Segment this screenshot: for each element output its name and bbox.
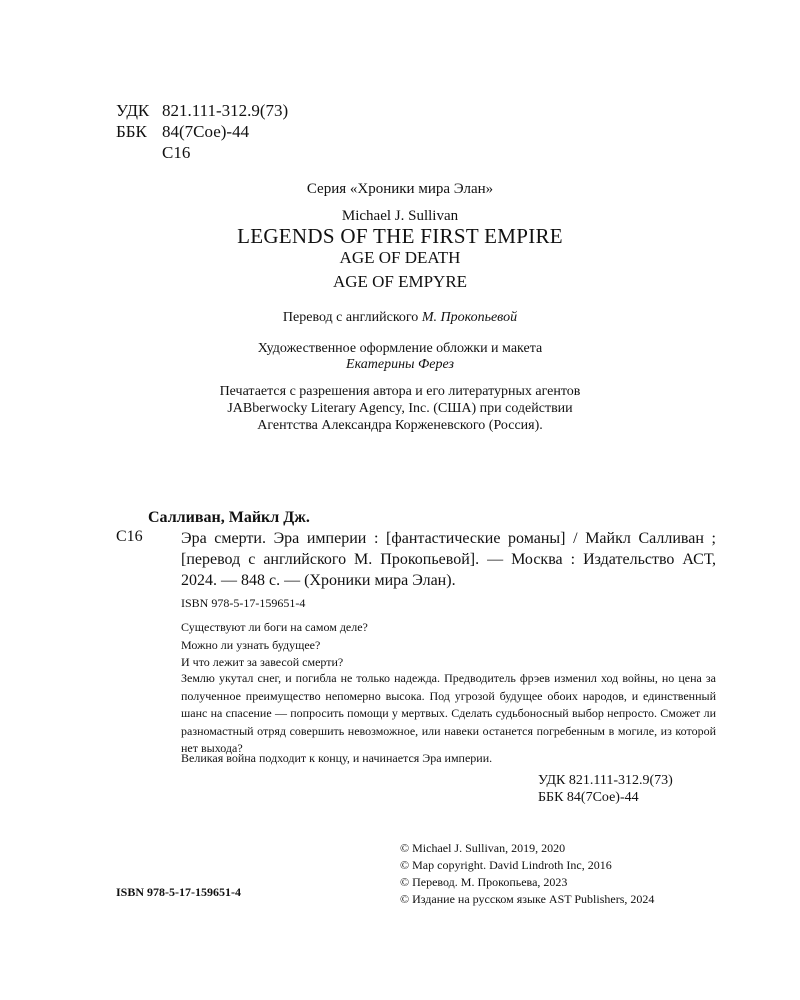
bbk-value: 84(7Сое)-44 xyxy=(162,122,250,141)
designer-name xyxy=(0,356,800,374)
book-author: Michael J. Sullivan xyxy=(341,208,459,224)
bib-author-mark: С16 xyxy=(116,528,143,545)
footer-udk: УДК 821.111-312.9(73) xyxy=(538,773,673,788)
annotation-line-3: И что лежит за завесой смерти? xyxy=(181,655,344,669)
design-line: Художественное оформление обложки и макета xyxy=(257,341,543,356)
udk-row xyxy=(116,100,288,122)
footer-isbn: ISBN 978-5-17-159651-4 xyxy=(116,885,241,899)
designer-name-text: Екатерины Ферез xyxy=(346,357,454,372)
author-mark-row xyxy=(116,142,190,164)
bib-isbn: ISBN 978-5-17-159651-4 xyxy=(181,596,306,610)
annotation-line-1: Существуют ли боги на самом деле? xyxy=(181,620,368,634)
cycle-title: LEGENDS OF THE FIRST EMPIRE xyxy=(237,224,563,248)
book-title-2: AGE OF EMPYRE xyxy=(332,272,468,291)
series-title: Серия «Хроники мира Элан» xyxy=(306,181,494,197)
copyright-line-3: © Перевод. М. Прокопьева, 2023 xyxy=(400,875,568,889)
footer-bbk: ББК 84(7Сое)-44 xyxy=(538,790,639,805)
translation-line xyxy=(0,309,800,327)
permission-line-3: Агентства Александра Корженевского (Россия). xyxy=(257,418,543,433)
copyright-line-2: © Map copyright. David Lindroth Inc, 2016 xyxy=(400,858,612,872)
permission-line-1: Печатается с разрешения автора и его литературных агентов xyxy=(219,384,581,399)
bbk-row xyxy=(116,121,249,143)
translator-name: М. Прокопьевой xyxy=(421,310,518,325)
bbk-label: ББК xyxy=(116,122,147,141)
udk-label: УДК xyxy=(116,101,150,120)
bib-author-heading: Салливан, Майкл Дж. xyxy=(148,509,310,526)
udk-value: 821.111-312.9(73) xyxy=(162,101,289,120)
copyright-line-4: © Издание на русском языке AST Publishers, 2024 xyxy=(400,892,655,906)
bib-entry: Эра смерти. Эра империи : [фантастические романы] / Майкл Салливан ; [перевод с английского М. Прокопьевой]. — Москва : Издательство АСТ, 2024. — 848 с. — (Хроники мира Элан). xyxy=(181,530,716,589)
author-mark: С16 xyxy=(162,143,191,162)
annotation-closing: Великая война подходит к концу, и начинается Эра империи. xyxy=(181,751,493,765)
copyright-line-1: © Michael J. Sullivan, 2019, 2020 xyxy=(400,841,566,855)
annotation-paragraph: Землю укутал снег, и погибла не только надежда. Предводитель фрэев изменил ход войны, но цена за полученное преимущество непомерно высока. Под угрозой будущее обоих народов, и единственный шанс на спасение — попросить помощи у мертвых. Сделать судьбоносный выбор непросто. Сможет ли разномастный отряд совершить невозможное, или навеки останется погребенным в могиле, из которой нет выхода? xyxy=(181,671,716,755)
translation-prefix: Перевод с английского xyxy=(282,310,419,325)
annotation-line-2: Можно ли узнать будущее? xyxy=(181,638,321,652)
book-title: AGE OF DEATH xyxy=(339,248,461,267)
permission-line-2: JABberwocky Literary Agency, Inc. (США) при содействии xyxy=(227,401,573,416)
